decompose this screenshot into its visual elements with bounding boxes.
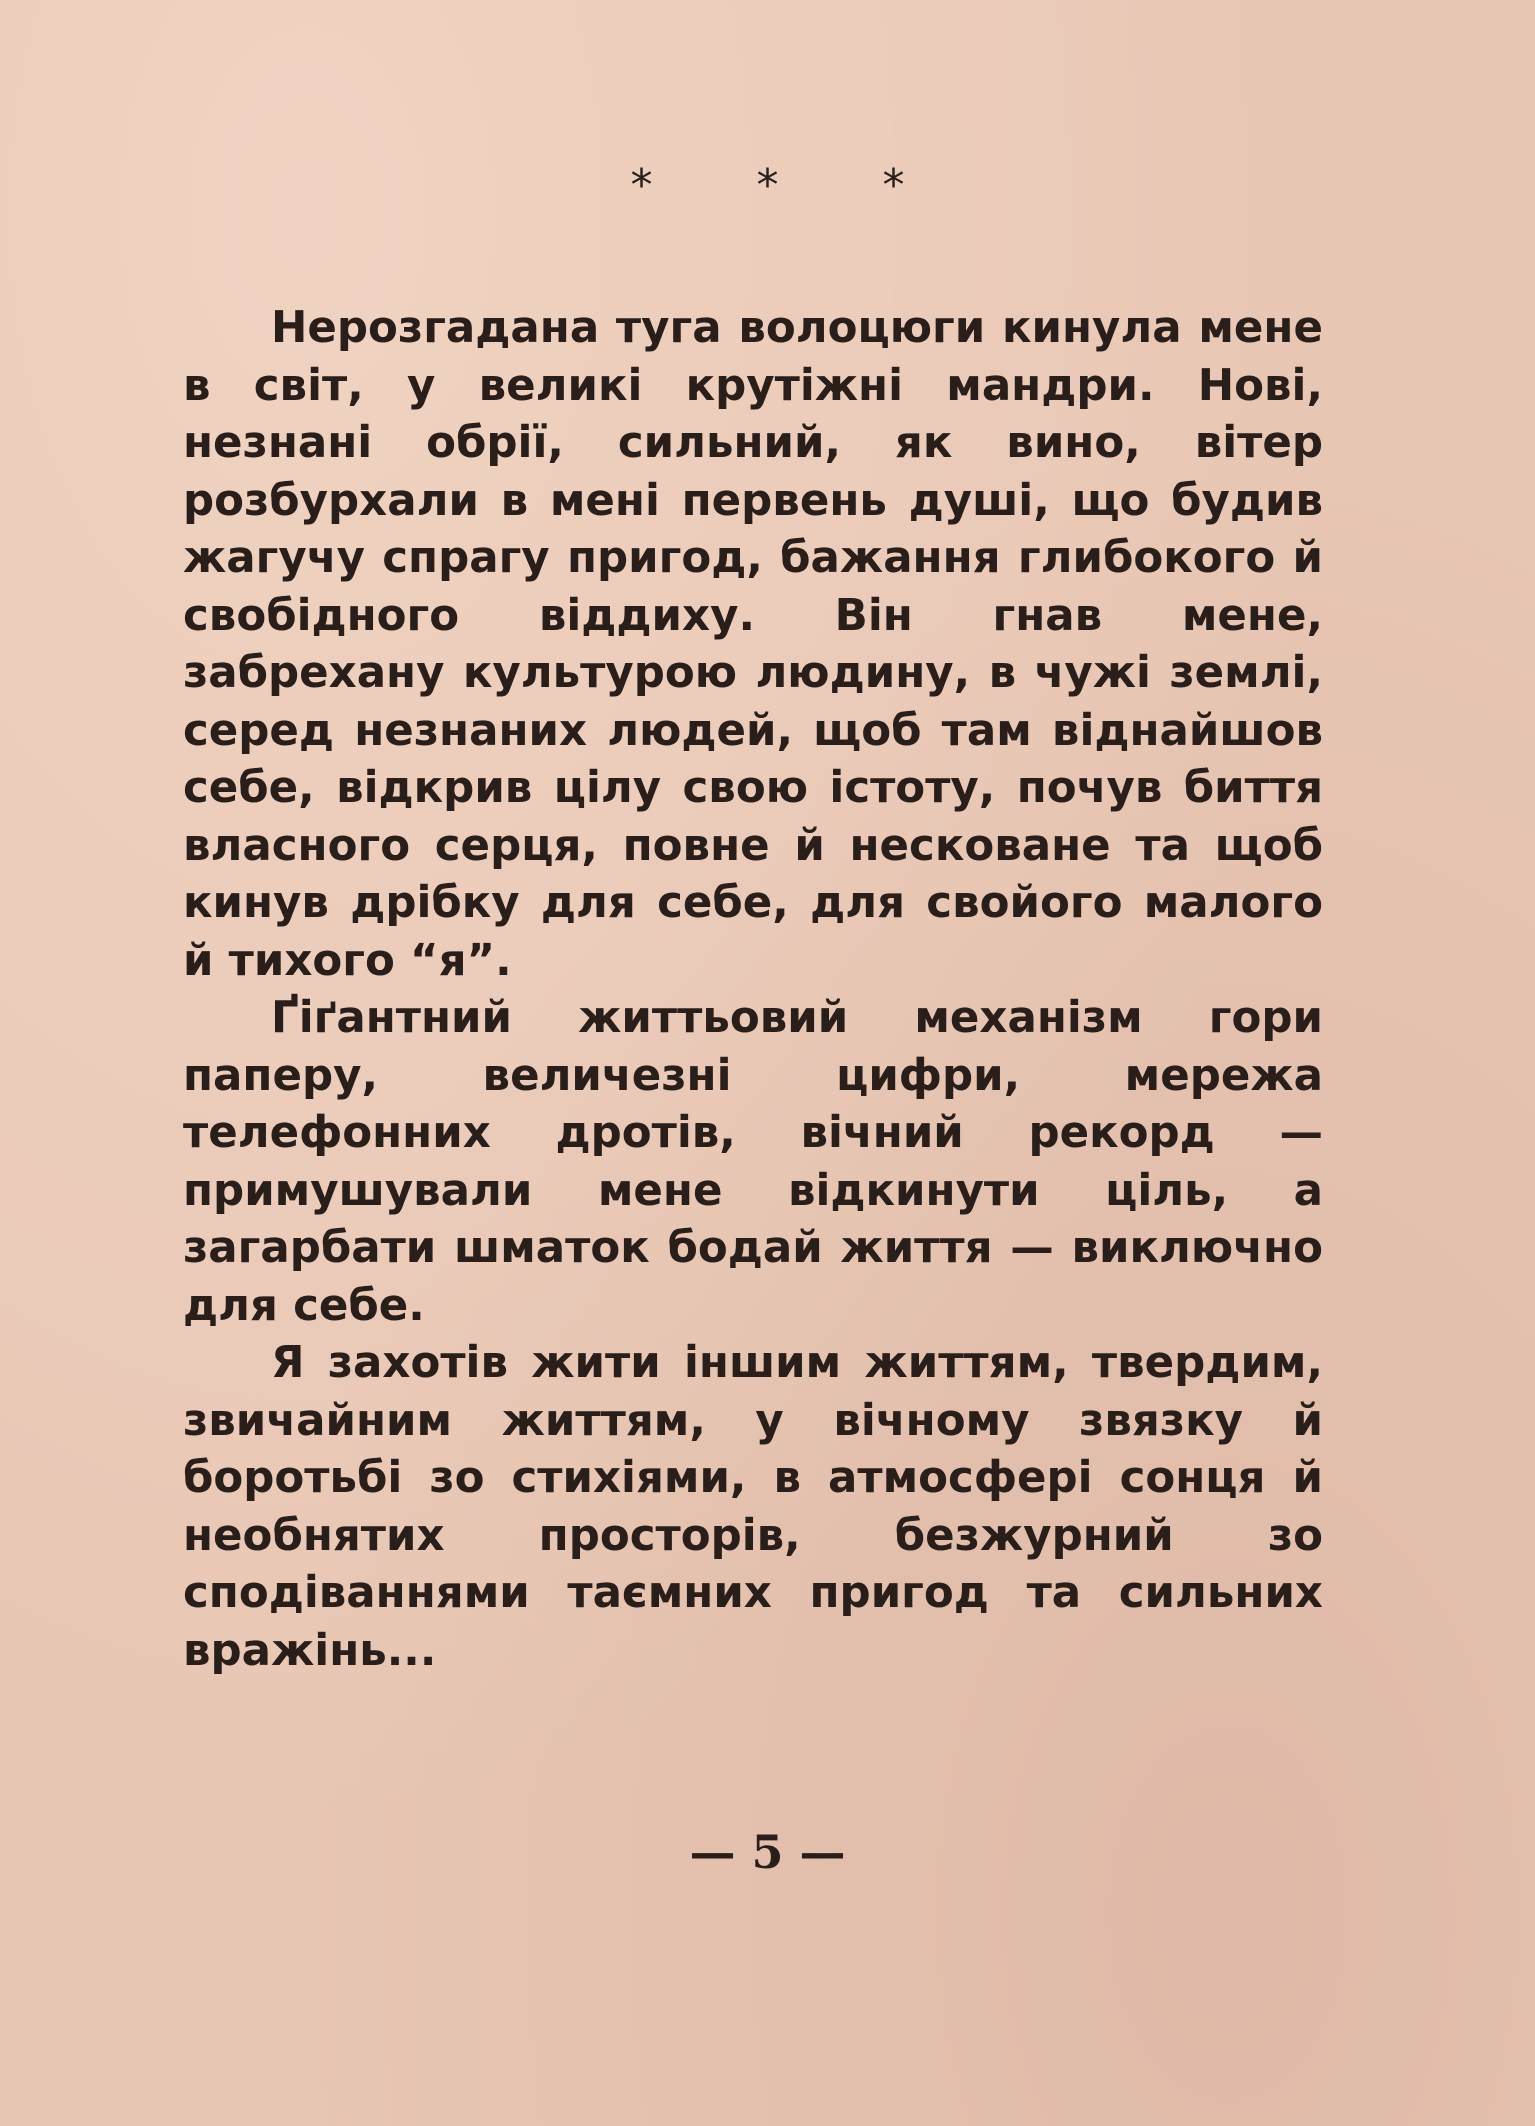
paragraph-2: Ґіґантний життьовий механізм гори паперу, величезні цифри, мережа телефонних дротів, вічний рекорд — примушували мене відкинути ціль, а загарбати шматок бодай життя — виключно для себе.: [183, 993, 1323, 1331]
asterisk-1: *: [630, 160, 653, 211]
page-number: — 5 —: [689, 1825, 846, 1879]
paragraph-3: Я захотів жити іншим життям, твердим, звичайним життям, у вічному звязку й боротьбі зо стихіями, в атмосфері сонця й необнятих просторів, безжурний зо сподіваннями таємних пригод та сильних вражінь...: [183, 1338, 1323, 1676]
body-text: [183, 300, 1323, 1680]
paragraph-1: Нерозгадана туга волоцюги кинула мене в світ, у великі крутіжні мандри. Нові, незнані обрії, сильний, як вино, вітер розбурхали в мені первень душі, що будив жагучу спрагу пригод, бажання глибокого й свобідного віддиху. Він гнав мене, забрехану культурою людину, в чужі землі, серед незнаних людей, щоб там віднайшов себе, відкрив цілу свою істоту, почув биття власного серця, повне й несковане та щоб кинув дрібку для себе, для свойого малого й тихого “я”.: [183, 303, 1323, 986]
asterisk-2: *: [756, 160, 779, 211]
section-ornament: [0, 160, 1535, 211]
asterisk-3: *: [882, 160, 905, 211]
